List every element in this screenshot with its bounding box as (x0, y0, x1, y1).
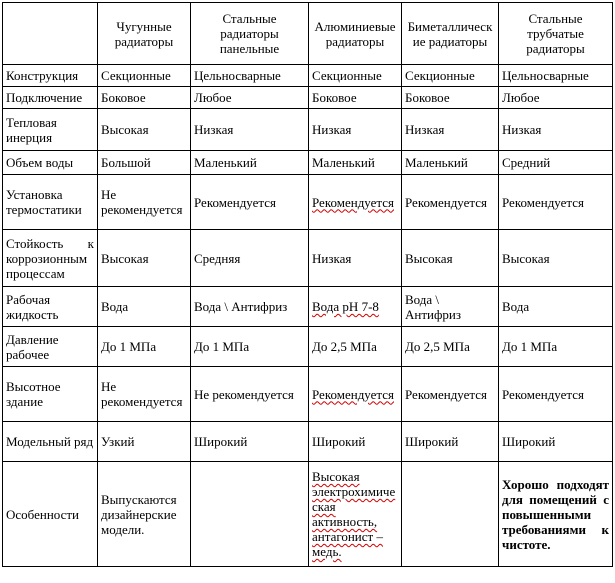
table-cell: Рекомендуется (499, 175, 613, 230)
table-row (3, 87, 613, 109)
table-cell (402, 462, 499, 567)
row-label: Модельный ряд (3, 422, 98, 462)
header-cast-iron: Чугунные радиаторы (98, 3, 191, 65)
table-cell: Секционные (402, 65, 499, 87)
table-cell: Не рекомендуется (98, 175, 191, 230)
table-cell: Хорошо подходят для помещений с повышенными требованиями к чистоте. (499, 462, 613, 567)
table-cell: Средняя (191, 230, 309, 287)
table-cell: Низкая (309, 230, 402, 287)
table-cell: Не рекомендуется (98, 367, 191, 422)
table-cell: Высокая (499, 230, 613, 287)
table-cell: Широкий (191, 422, 309, 462)
header-corner (3, 3, 98, 65)
row-label: Высотное здание (3, 367, 98, 422)
radiator-comparison-table (2, 2, 613, 567)
table-cell: Боковое (98, 87, 191, 109)
table-cell: Секционные (309, 65, 402, 87)
table-cell: Цельносварные (191, 65, 309, 87)
table-cell: До 2,5 МПа (309, 327, 402, 367)
table-cell: Любое (191, 87, 309, 109)
table-cell: Выпускаются дизайнерские модели. (98, 462, 191, 567)
spellcheck-text: Рекомендуется (312, 194, 394, 210)
table-row (3, 151, 613, 175)
table-cell: Высокая (98, 109, 191, 151)
spellcheck-text: Рекомендуется (312, 386, 394, 402)
table-cell: До 1 МПа (191, 327, 309, 367)
table-cell: Вода \ Антифриз (402, 287, 499, 327)
table-cell: Любое (499, 87, 613, 109)
table-cell (309, 367, 402, 422)
table-cell (309, 287, 402, 327)
table-row (3, 65, 613, 87)
table-cell: Высокая (98, 230, 191, 287)
table-cell: Не рекомендуется (191, 367, 309, 422)
row-label: Конструкция (3, 65, 98, 87)
table-row (3, 422, 613, 462)
table-cell: Секционные (98, 65, 191, 87)
table-cell: Маленький (402, 151, 499, 175)
row-label: Особенности (3, 462, 98, 567)
table-cell: Низкая (191, 109, 309, 151)
table-row (3, 109, 613, 151)
table-cell: Средний (499, 151, 613, 175)
table-cell: Вода (499, 287, 613, 327)
table-row (3, 230, 613, 287)
table-cell: Широкий (309, 422, 402, 462)
table-cell: Боковое (402, 87, 499, 109)
table-cell: Рекомендуется (402, 367, 499, 422)
header-steel-tubular: Стальные трубчатые радиаторы (499, 3, 613, 65)
header-steel-panel: Стальные радиаторы панельные (191, 3, 309, 65)
table-cell: Низкая (402, 109, 499, 151)
table-cell: Рекомендуется (499, 367, 613, 422)
header-row (3, 3, 613, 65)
table-row (3, 462, 613, 567)
row-label: Тепловая инерция (3, 109, 98, 151)
table-cell: Рекомендуется (402, 175, 499, 230)
table-cell: Боковое (309, 87, 402, 109)
table-cell: До 1 МПа (499, 327, 613, 367)
table-cell: Рекомендуется (191, 175, 309, 230)
table-cell: Высокая (402, 230, 499, 287)
table-cell: Широкий (402, 422, 499, 462)
row-label: Давление рабочее (3, 327, 98, 367)
spellcheck-text: Высокая электрохимическая активность, антагонист – медь. (312, 469, 396, 559)
row-label: Подключение (3, 87, 98, 109)
table-cell: Вода (98, 287, 191, 327)
table-cell: Маленький (191, 151, 309, 175)
table-cell: Узкий (98, 422, 191, 462)
header-bimetal: Биметаллические радиаторы (402, 3, 499, 65)
table-cell (191, 462, 309, 567)
row-label: Стойкость к коррозионным процессам (3, 230, 98, 287)
table-cell: До 2,5 МПа (402, 327, 499, 367)
row-label: Установка термостатики (3, 175, 98, 230)
table-row (3, 287, 613, 327)
table-cell: Низкая (499, 109, 613, 151)
table-row (3, 327, 613, 367)
table-cell: Маленький (309, 151, 402, 175)
table-cell: Цельносварные (499, 65, 613, 87)
table-cell: Низкая (309, 109, 402, 151)
table-cell: Широкий (499, 422, 613, 462)
header-aluminum: Алюминиевые радиаторы (309, 3, 402, 65)
table-cell: Большой (98, 151, 191, 175)
table-cell: Вода \ Антифриз (191, 287, 309, 327)
table-cell (309, 462, 402, 567)
spellcheck-text: Вода pH 7-8 (312, 299, 379, 314)
table-row (3, 367, 613, 422)
table-row (3, 175, 613, 230)
row-label: Объем воды (3, 151, 98, 175)
row-label: Рабочая жидкость (3, 287, 98, 327)
table-cell: До 1 МПа (98, 327, 191, 367)
table-cell (309, 175, 402, 230)
